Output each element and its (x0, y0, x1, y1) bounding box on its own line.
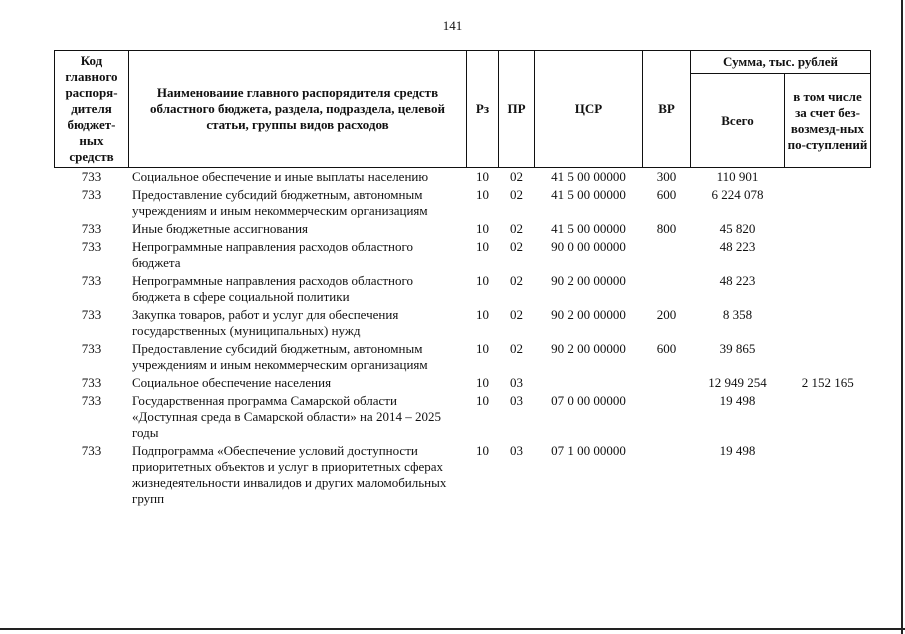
row-csr: 41 5 00 00000 (551, 187, 626, 202)
row-name: Закупка товаров, работ и услуг для обеспечения государственных (муниципальных) нужд (132, 307, 399, 338)
row-rz: 10 (476, 375, 489, 390)
row-name: Предоставление субсидий бюджетным, автономным учреждениям и иным некоммерческим организациям (132, 341, 428, 372)
row-incl: 2 152 165 (801, 375, 854, 390)
row-csr: 07 1 00 00000 (551, 443, 626, 458)
row-pr: 02 (510, 239, 523, 254)
row-pr: 02 (510, 273, 523, 288)
row-total: 19 498 (719, 443, 756, 458)
row-pr: 02 (510, 341, 523, 356)
table-row (55, 375, 871, 393)
row-incl (785, 187, 871, 221)
row-pr: 02 (510, 187, 523, 202)
row-total: 6 224 078 (711, 187, 764, 202)
row-pr: 02 (510, 169, 523, 184)
table-row (55, 443, 871, 509)
row-name: Предоставление субсидий бюджетным, автономным учреждениям и иным некоммерческим организациям (132, 187, 428, 218)
row-rz: 10 (476, 273, 489, 288)
row-incl (785, 168, 871, 188)
row-vr: 600 (656, 341, 677, 356)
row-rz: 10 (476, 341, 489, 356)
row-rz: 10 (476, 169, 489, 184)
row-pr: 02 (510, 221, 523, 236)
row-pr: 03 (510, 393, 523, 408)
header-total: Всего (691, 74, 785, 168)
row-vr (643, 273, 691, 307)
right-page-edge (901, 0, 903, 634)
row-vr: 200 (656, 307, 677, 322)
row-csr (535, 375, 643, 393)
row-name: Государственная программа Самарской области «Доступная среда в Самарской области» на 2014 – 2025 годы (132, 393, 441, 440)
row-code: 733 (81, 341, 102, 356)
header-csr: ЦСР (535, 51, 643, 168)
row-total: 48 223 (719, 239, 756, 254)
row-code: 733 (81, 307, 102, 322)
row-total: 8 358 (722, 307, 753, 322)
row-vr: 800 (656, 221, 677, 236)
budget-table (54, 50, 871, 509)
page-number: 141 (442, 18, 463, 33)
header-rz: Рз (467, 51, 499, 168)
row-rz: 10 (476, 187, 489, 202)
row-csr: 41 5 00 00000 (551, 221, 626, 236)
row-code: 733 (81, 187, 102, 202)
row-name: Непрограммные направления расходов областного бюджета в сфере социальной политики (132, 273, 413, 304)
row-name: Подпрограмма «Обеспечение условий доступности приоритетных объектов и услуг в приоритетных сферах жизнедеятельности инвалидов и других маломобильных групп (132, 443, 447, 506)
row-code: 733 (81, 273, 102, 288)
row-vr: 600 (656, 187, 677, 202)
row-incl (785, 341, 871, 375)
row-total: 12 949 254 (708, 375, 767, 390)
row-name: Социальное обеспечение и иные выплаты населению (132, 169, 429, 184)
row-rz: 10 (476, 307, 489, 322)
row-csr: 07 0 00 00000 (551, 393, 626, 408)
row-code: 733 (81, 169, 102, 184)
table-row (55, 221, 871, 239)
table-row (55, 187, 871, 221)
table-row (55, 168, 871, 188)
row-csr: 90 2 00 00000 (551, 307, 626, 322)
row-vr (643, 239, 691, 273)
row-name: Непрограммные направления расходов областного бюджета (132, 239, 413, 270)
row-vr (643, 393, 691, 443)
row-name: Иные бюджетные ассигнования (132, 221, 309, 236)
row-vr (643, 443, 691, 509)
row-csr: 90 0 00 00000 (551, 239, 626, 254)
table-row (55, 239, 871, 273)
row-code: 733 (81, 221, 102, 236)
row-code: 733 (81, 393, 102, 408)
row-rz: 10 (476, 221, 489, 236)
row-pr: 03 (510, 375, 523, 390)
row-vr (643, 375, 691, 393)
row-incl (785, 239, 871, 273)
row-incl (785, 221, 871, 239)
header-pr: ПР (499, 51, 535, 168)
row-code: 733 (81, 443, 102, 458)
row-incl (785, 307, 871, 341)
row-incl (785, 443, 871, 509)
row-csr: 41 5 00 00000 (551, 169, 626, 184)
row-total: 45 820 (719, 221, 756, 236)
row-name: Социальное обеспечение населения (132, 375, 332, 390)
table-row (55, 307, 871, 341)
row-total: 39 865 (719, 341, 756, 356)
row-code: 733 (81, 375, 102, 390)
row-rz: 10 (476, 443, 489, 458)
table-row (55, 341, 871, 375)
table-row (55, 273, 871, 307)
row-incl (785, 393, 871, 443)
row-rz: 10 (476, 239, 489, 254)
row-pr: 02 (510, 307, 523, 322)
row-total: 19 498 (719, 393, 756, 408)
row-csr: 90 2 00 00000 (551, 273, 626, 288)
table-row (55, 393, 871, 443)
row-code: 733 (81, 239, 102, 254)
row-pr: 03 (510, 443, 523, 458)
row-total: 110 901 (716, 169, 759, 184)
header-name: Наименоваиие главного распорядителя средств областного бюджета, раздела, подраздела, целевой статьи, группы видов расходов (129, 51, 467, 168)
header-vr: ВР (643, 51, 691, 168)
row-rz: 10 (476, 393, 489, 408)
row-vr: 300 (656, 169, 677, 184)
row-incl (785, 273, 871, 307)
header-sum: Сумма, тыс. рублей (691, 51, 871, 74)
header-code: Код главного распоря-дителя бюджет-ных средств (55, 51, 129, 168)
row-total: 48 223 (719, 273, 756, 288)
bottom-page-edge (0, 628, 905, 630)
header-incl: в том числе за счет без-возмезд-ных по-ступлений (785, 74, 871, 168)
row-csr: 90 2 00 00000 (551, 341, 626, 356)
